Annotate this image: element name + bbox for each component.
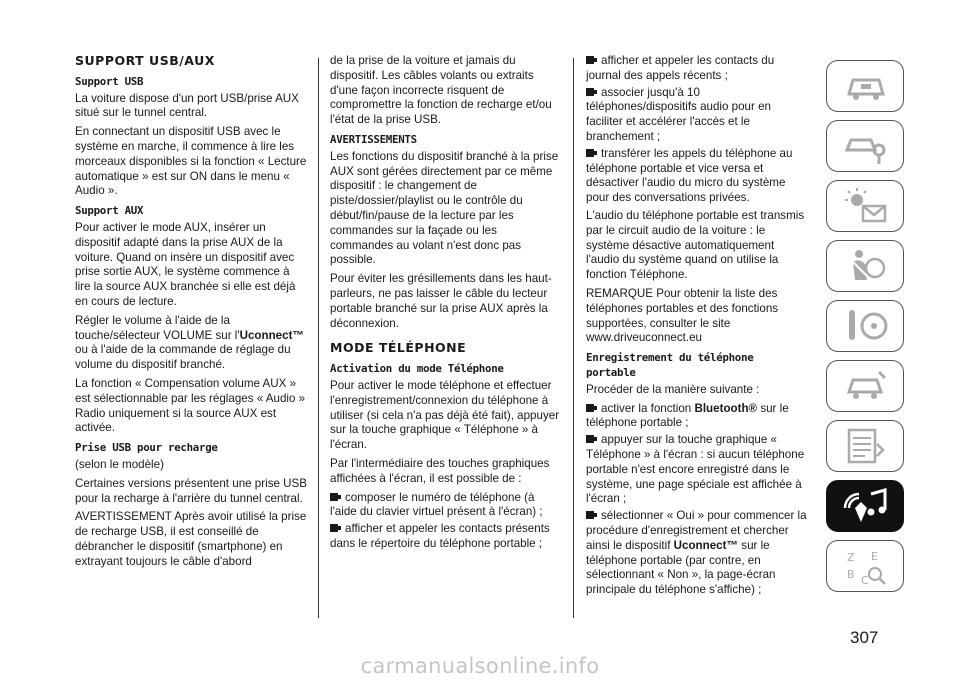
car-key-icon — [841, 126, 891, 166]
list-item: associer jusqu'à 10 téléphones/dispositifs audio pour en faciliter et accélérer l'accès et le branchement ; — [586, 85, 771, 143]
paragraph: Les fonctions du dispositif branché à la prise AUX sont gérées directement par ce même dispositif : le changement de piste/dossier/playlist ou le contrôle du début/fin/pause de la lecture par les commandes sur la façade ou les commandes au volant n'est donc pas possible. — [330, 149, 559, 267]
tab-service[interactable] — [826, 360, 904, 412]
paragraph: En connectant un dispositif USB avec le système en marche, il commence à lire les morceaux disponibles si la fonction « Lecture automatique » est sur ON dans le menu « Audio ». — [75, 125, 307, 198]
subheading: AVERTISSEMENTS — [330, 132, 417, 146]
light-message-icon — [841, 186, 891, 226]
tab-key[interactable] — [826, 120, 904, 172]
section-title: MODE TÉLÉPHONE — [330, 340, 467, 356]
list-item: afficher et appeler les contacts présents dans le répertoire du téléphone portable ; — [330, 522, 550, 550]
paragraph: Pour activer le mode téléphone et effectuer l'enregistrement/connexion du téléphone à utiliser (si cela n'a pas déjà été fait), appuyer sur la touche graphique « Téléphone » à l'écran. — [330, 378, 560, 452]
paragraph: Certaines versions présentent une prise USB pour la recharge à l'arrière du tunnel central. — [75, 476, 307, 505]
subheading: Support USB — [75, 74, 144, 88]
page-number: 307 — [850, 628, 879, 647]
tab-safety[interactable] — [826, 240, 904, 292]
list-item: appuyer sur la touche graphique « Téléphone » à l'écran : si aucun téléphone portable n'est encore enregistré dans le système, une page spéciale est affichée à l'écran ; — [586, 433, 805, 506]
subheading: Activation du mode Téléphone — [330, 362, 504, 376]
column-divider — [318, 58, 319, 618]
tab-driving[interactable] — [826, 300, 904, 352]
list-item: activer la fonction Bluetooth® sur le téléphone portable ; — [586, 401, 789, 430]
paragraph: L'audio du téléphone portable est transmis par le circuit audio de la voiture : le système désactive automatiquement l'audio du système quand on utilise la fonction Téléphone. — [586, 208, 805, 282]
alphabet-index-icon — [841, 546, 891, 586]
list-item: sélectionner « Oui » pour commencer la procédure d'enregistrement et chercher ainsi le dispositif Uconnect™ sur le téléphone portable (par contre, en sélectionnant « Non », la page-écran principale du téléphone s'affiche) ; — [586, 509, 807, 597]
column-1 — [75, 54, 307, 574]
subheading: Support AUX — [75, 204, 144, 218]
tab-index[interactable] — [826, 540, 904, 592]
tab-multimedia[interactable] — [826, 480, 904, 532]
index-letter: E — [871, 550, 878, 563]
paragraph: La fonction « Compensation volume AUX » est sélectionnable par les réglages « Audio » Radio uniquement si la source AUX est activée. — [75, 376, 306, 435]
bullet-icon — [586, 404, 594, 412]
tab-specs[interactable] — [826, 420, 904, 472]
paragraph: Procéder de la manière suivante : — [586, 382, 760, 396]
bullet-icon — [586, 88, 594, 96]
car-dashboard-icon — [841, 66, 891, 106]
bullet-icon — [586, 56, 594, 64]
paragraph: Par l'intermédiaire des touches graphiques affichées à l'écran, il est possible de : — [330, 456, 550, 485]
bullet-icon — [330, 493, 338, 501]
paragraph: REMARQUE Pour obtenir la liste des téléphones portables et des fonctions supportées, consulter le site www.driveuconnect.eu — [586, 286, 779, 345]
paragraph: Régler le volume à l'aide de la touche/sélecteur VOLUME sur l'Uconnect™ ou à l'aide de la commande de réglage du volume du dispositif branché. — [75, 313, 305, 372]
tab-dashboard[interactable] — [826, 60, 904, 112]
list-item: composer le numéro de téléphone (à l'aide du clavier virtuel présent à l'écran) ; — [330, 490, 543, 519]
paragraph: AVERTISSEMENT Après avoir utilisé la prise de recharge USB, il est conseillé de débrancher le dispositif (smartphone) en extrayant toujours le câble d'abord — [75, 510, 307, 568]
subheading: Enregistrement du téléphone portable — [586, 351, 754, 379]
column-2 — [330, 54, 562, 554]
paragraph: de la prise de la voiture et jamais du dispositif. Les câbles volants ou extraits d'une façon incorrecte risquent de compromettre la fonction de recharge et/ou l'état de la prise USB. — [330, 54, 552, 127]
list-item: afficher et appeler les contacts du journal des appels récents ; — [586, 54, 775, 82]
index-letter: C — [861, 574, 869, 586]
wrench-steering-icon — [841, 306, 891, 346]
column-divider — [573, 58, 574, 618]
paragraph: La voiture dispose d'un port USB/prise AUX situé sur le tunnel central. — [75, 91, 299, 120]
index-letter: B — [847, 568, 855, 581]
paragraph: Pour éviter les grésillements dans les haut-parleurs, ne pas laisser le câble du lecteur portable branché sur la prise AUX après la déconnexion. — [330, 272, 552, 330]
airbag-seatbelt-icon — [841, 246, 891, 286]
paragraph: (selon le modèle) — [75, 457, 164, 471]
bullet-icon — [586, 511, 594, 519]
multimedia-icon — [841, 486, 891, 526]
list-item: transférer les appels du téléphone au téléphone portable et vice versa et désactiver l'audio du micro du système pour des conversations privées. — [586, 146, 793, 205]
service-car-icon — [841, 366, 891, 406]
bullet-icon — [586, 149, 594, 157]
subheading: Prise USB pour recharge — [75, 441, 218, 455]
bullet-icon — [330, 524, 338, 532]
index-letter: Z — [847, 551, 855, 564]
paragraph: Pour activer le mode AUX, insérer un dispositif adapté dans la prise AUX de la voiture. Quand on insère un dispositif avec prise sortie AUX, le système commence à lire la source AUX branchée si elle est déjà en cours de lecture. — [75, 220, 296, 308]
watermark: carmanualsonline.info — [360, 654, 600, 678]
tab-lights[interactable] — [826, 180, 904, 232]
column-3 — [586, 54, 808, 600]
checklist-icon — [841, 426, 891, 466]
bullet-icon — [586, 435, 594, 443]
chapter-tabs — [826, 60, 906, 600]
section-title: SUPPORT USB/AUX — [75, 53, 215, 68]
